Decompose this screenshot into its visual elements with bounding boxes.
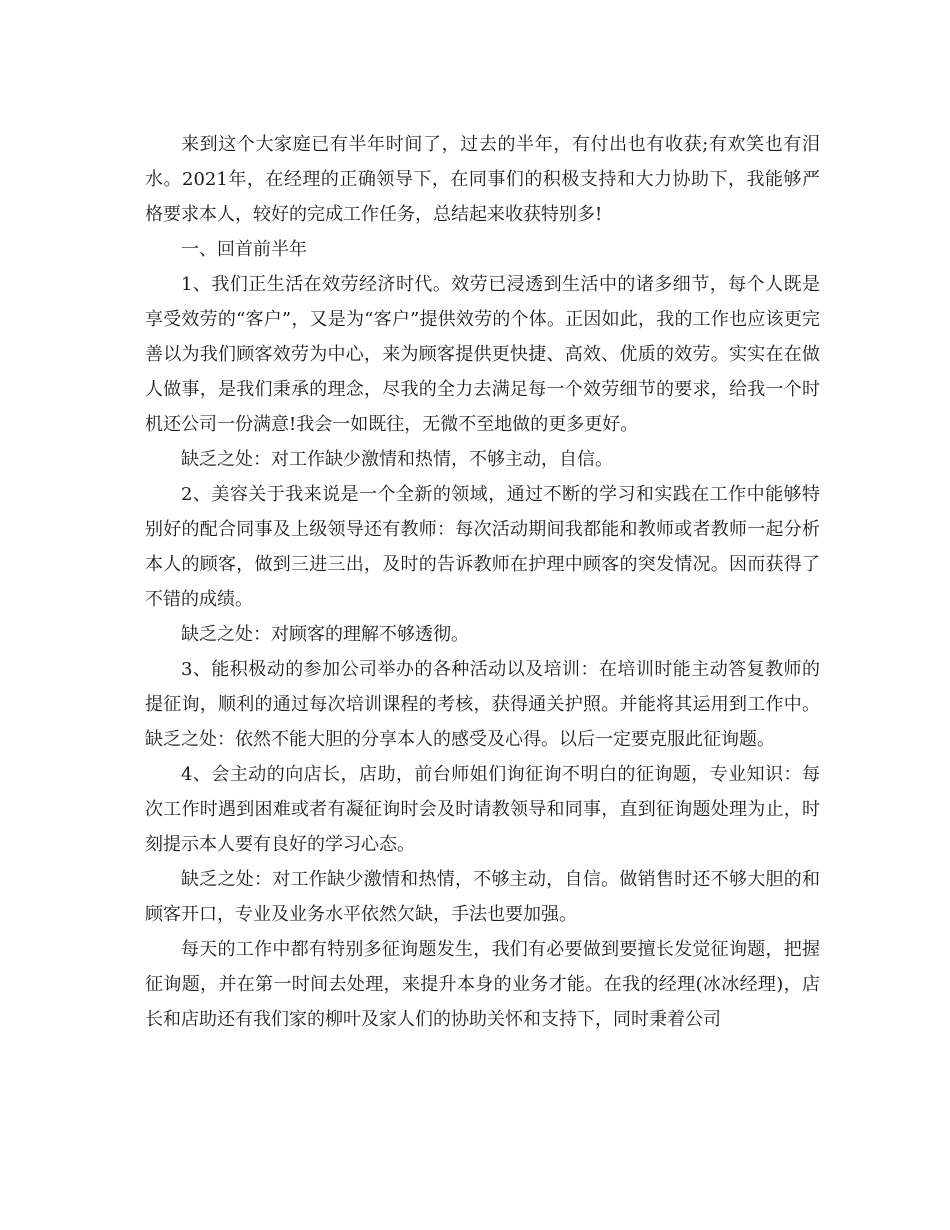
paragraph-point-1: 1、我们正生活在效劳经济时代。效劳已浸透到生活中的诸多细节，每个人既是享受效劳的“客户”，又是为“客户”提供效劳的个体。正因如此，我的工作也应该更完善以为我们顾客效劳为中心，来为顾客提供更快捷、高效、优质的效劳。实实在在做人做事，是我们秉承的理念，尽我的全力去满足每一个效劳细节的要求，给我一个时机还公司一份满意!我会一如既往，无微不至地做的更多更好。 [145, 274, 820, 435]
section-heading-review: 一、回首前半年 [181, 239, 307, 260]
paragraph-intro: 来到这个大家庭已有半年时间了，过去的半年，有付出也有收获;有欢笑也有泪水。2021年，在经理的正确领导下，在同事们的积极支持和大力协助下，我能够严格要求本人，较好的完成工作任务，总结起来收获特别多! [145, 134, 820, 225]
paragraph-shortcoming-2: 缺乏之处：对顾客的理解不够透彻。 [181, 624, 469, 645]
paragraph-point-2: 2、美容关于我来说是一个全新的领域，通过不断的学习和实践在工作中能够特别好的配合同事及上级领导还有教师：每次活动期间我都能和教师或者教师一起分析本人的顾客，做到三进三出，及时的告诉教师在护理中顾客的突发情况。因而获得了不错的成绩。 [145, 484, 820, 610]
document-body [145, 127, 820, 1037]
paragraph-point-3: 3、能积极动的参加公司举办的各种活动以及培训：在培训时能主动答复教师的提征询，顺利的通过每次培训课程的考核，获得通关护照。并能将其运用到工作中。缺乏之处：依然不能大胆的分享本人的感受及心得。以后一定要克服此征询题。 [145, 659, 820, 750]
paragraph-shortcoming-4: 缺乏之处：对工作缺少激情和热情，不够主动，自信。做销售时还不够大胆的和顾客开口，专业及业务水平依然欠缺，手法也要加强。 [145, 869, 820, 925]
paragraph-daily-work: 每天的工作中都有特别多征询题发生，我们有必要做到要擅长发觉征询题，把握征询题，并在第一时间去处理，来提升本身的业务才能。在我的经理(冰冰经理)，店长和店助还有我们家的柳叶及家人们的协助关怀和支持下，同时秉着公司 [145, 939, 820, 1030]
paragraph-shortcoming-1: 缺乏之处：对工作缺少激情和热情，不够主动，自信。 [181, 449, 613, 470]
paragraph-point-4: 4、会主动的向店长，店助，前台师姐们询征询不明白的征询题，专业知识：每次工作时遇到困难或者有凝征询时会及时请教领导和同事，直到征询题处理为止，时刻提示本人要有良好的学习心态。 [145, 764, 820, 855]
